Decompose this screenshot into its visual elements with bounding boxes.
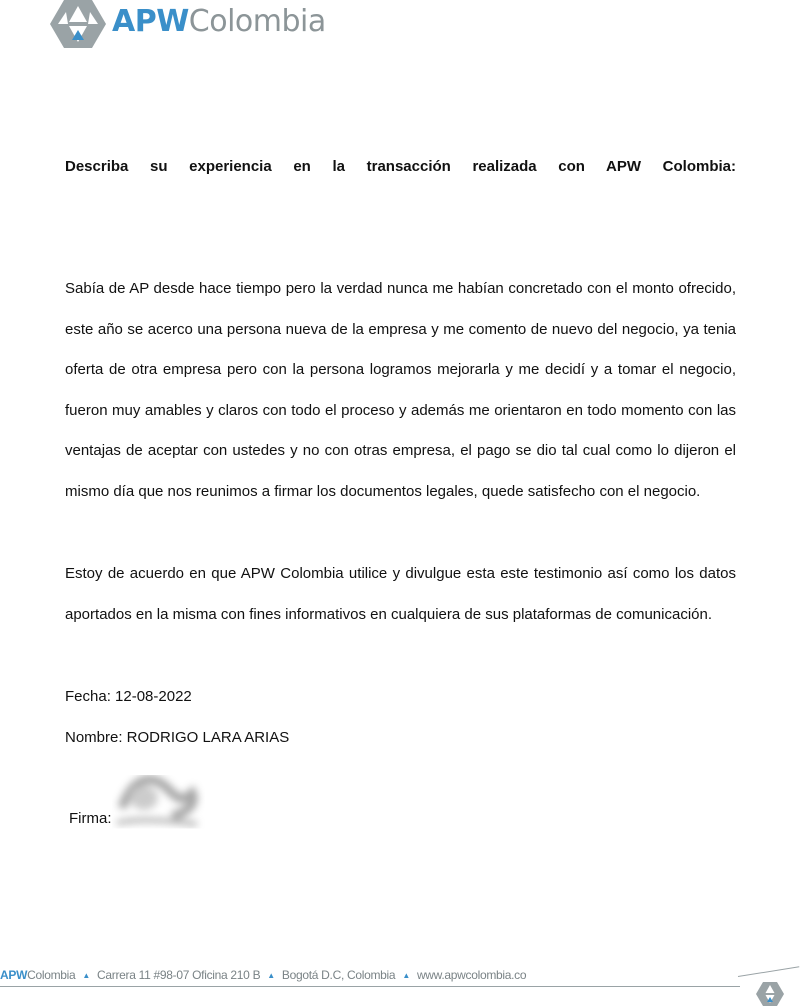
triangle-bullet-icon: ▲	[82, 970, 91, 980]
footer-address: Carrera 11 #98-07 Oficina 210 B	[97, 968, 261, 982]
consent-paragraph: Estoy de acuerdo en que APW Colombia utilice y divulgue esta este testimonio así como los datos aportados en la misma con fines informativos en cualquiera de sus plataformas de comunicación.	[65, 565, 736, 623]
logo-colombia-text: Colombia	[188, 4, 326, 39]
footer-divider-angled	[738, 966, 799, 977]
footer-city: Bogotá D.C, Colombia	[281, 968, 396, 982]
header-logo	[50, 0, 326, 48]
footer	[0, 966, 526, 984]
footer-emblem-icon	[756, 982, 784, 1006]
triangle-bullet-icon: ▲	[402, 970, 410, 980]
logo-wordmark	[112, 0, 326, 44]
logo-apw-text: APW	[112, 4, 189, 39]
footer-brand-apw: APW	[0, 968, 28, 982]
footer-brand-colombia: Colombia	[27, 968, 76, 982]
document-heading: Describa su experiencia en la transacción realizada con APW Colombia:	[65, 158, 736, 175]
footer-divider	[0, 986, 740, 987]
triangle-bullet-icon: ▲	[267, 970, 275, 980]
footer-website[interactable]: www.apwcolombia.co	[416, 968, 527, 982]
apw-emblem-icon	[50, 0, 106, 48]
signature-label: Firma:	[69, 810, 112, 827]
signature-image	[112, 768, 212, 830]
date-field: Fecha: 12-08-2022	[65, 688, 192, 705]
name-field: Nombre: RODRIGO LARA ARIAS	[65, 729, 290, 746]
testimonial-paragraph: Sabía de AP desde hace tiempo pero la verdad nunca me habían concretado con el monto ofrecido, este año se acerco una persona nueva de la empresa y me comento de nuevo del negocio, ya tenia oferta de otra empresa pero con la persona logramos mejorarla y me decidí y a tomar el negocio, fueron muy amables y claros con todo el proceso y además me orientaron en todo momento con las ventajas de aceptar con ustedes y no con otras empresa, el pago se dio tal cual como lo dijeron el mismo día que nos reunimos a firmar los documentos legales, quede satisfecho con el negocio.	[65, 280, 736, 500]
